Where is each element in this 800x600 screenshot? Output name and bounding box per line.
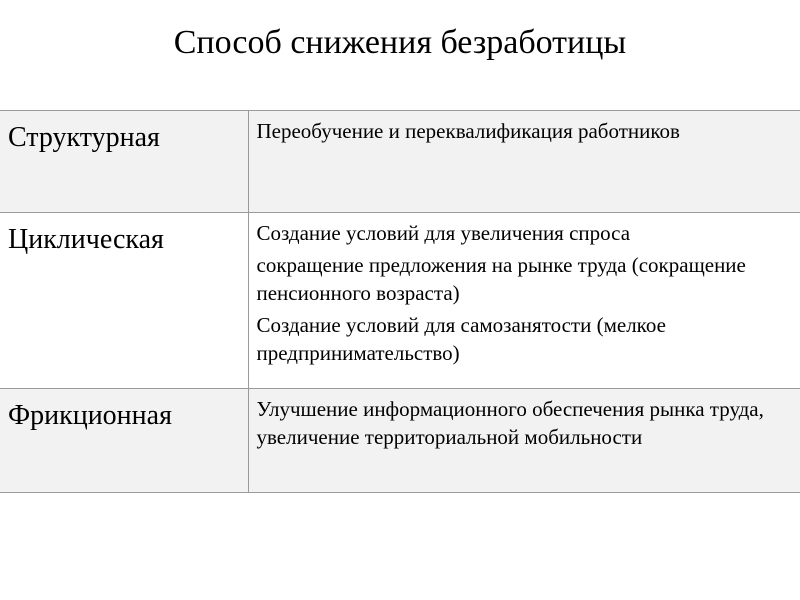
table-row-cyclical (0, 213, 800, 389)
measures-cell (248, 213, 800, 389)
table-row-frictional (0, 389, 800, 493)
measure-item: сокращение предложения на рынке труда (сокращение пенсионного возраста) (256, 253, 746, 305)
unemployment-type-cell: Структурная (0, 111, 248, 213)
measures-cell (248, 111, 800, 213)
measure-item: Улучшение информационного обеспечения рынка труда, увеличение территориальной мобильности (256, 397, 764, 449)
unemployment-type-cell: Циклическая (0, 213, 248, 389)
page-title: Способ снижения безработицы (173, 24, 627, 61)
measure-item: Создание условий для увеличения спроса (256, 221, 631, 245)
table-row-structural (0, 111, 800, 213)
measures-cell (248, 389, 800, 493)
measure-item: Создание условий для самозанятости (мелкое предпринимательство) (256, 313, 666, 365)
unemployment-type-cell: Фрикционная (0, 389, 248, 493)
unemployment-reduction-table (0, 110, 800, 493)
measure-item: Переобучение и переквалификация работников (256, 119, 680, 143)
